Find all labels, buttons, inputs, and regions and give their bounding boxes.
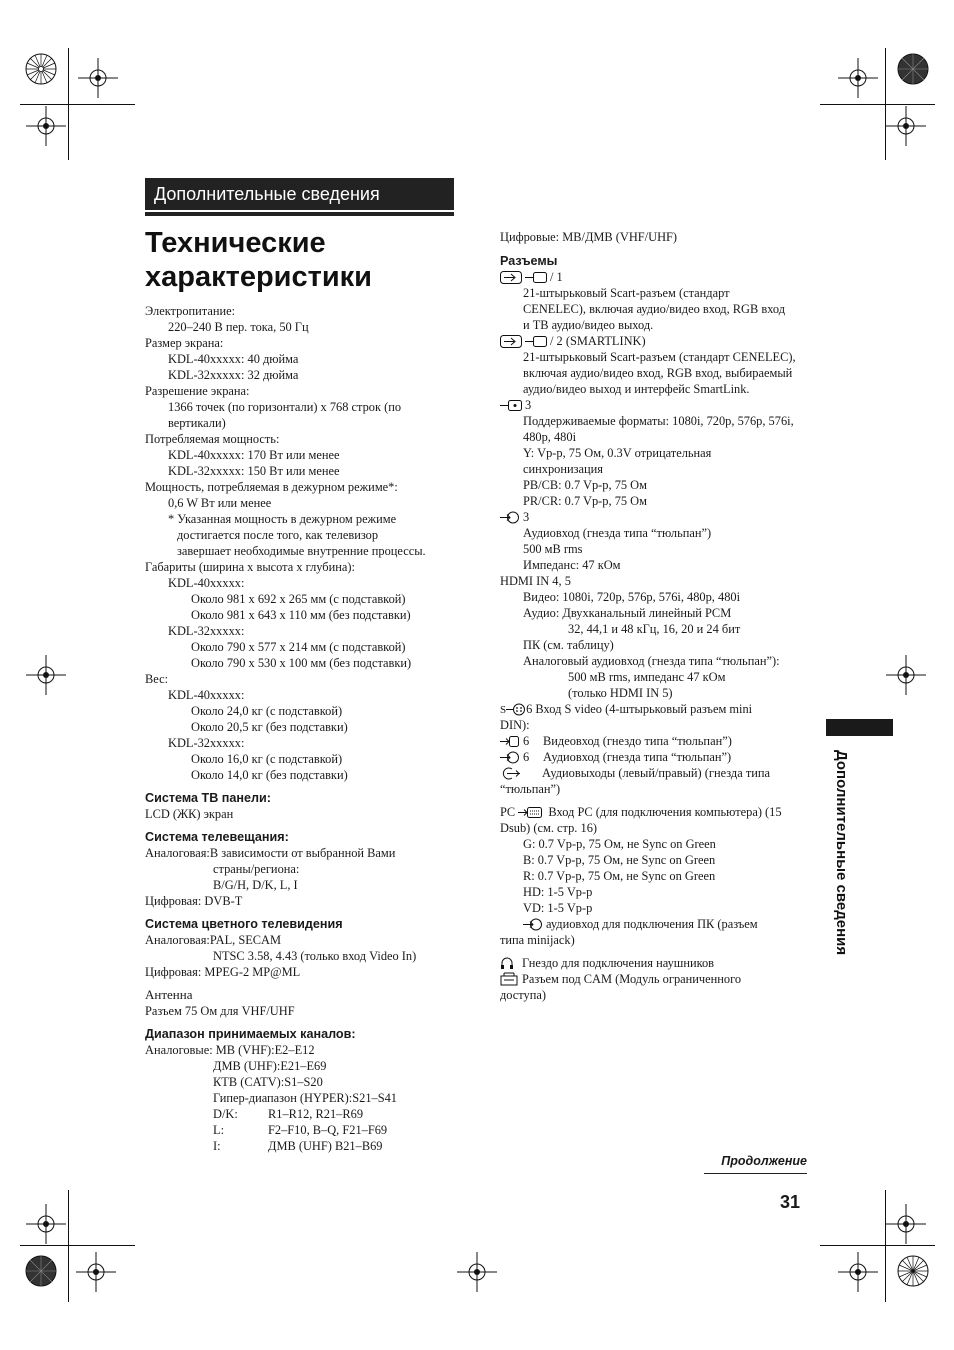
pc-prefix: PC <box>500 805 516 819</box>
connector-description: “тюльпан”) <box>500 782 561 796</box>
spec-value: KDL-40xxxxx: 170 Вт или менее <box>168 448 340 462</box>
band-label: D/K: <box>213 1107 238 1121</box>
connector-description: Разъем под CAM (Модуль ограниченного <box>522 972 742 986</box>
registration-crosshair-icon <box>26 106 66 146</box>
connector-name: HDMI IN 4, 5 <box>500 574 571 588</box>
spec-value: Около 24,0 кг (с подставкой) <box>191 704 343 718</box>
connector-description: Аудиовход (гнезда типа “тюльпан”) <box>543 750 732 764</box>
connector-description: R: 0.7 Vp-p, 75 Ом, не Sync on Green <box>523 869 716 883</box>
spec-value: ДМВ (UHF):E21–E69 <box>213 1059 327 1073</box>
connector-description: Аналоговый аудиовход (гнезда типа “тюльпан”): <box>523 654 780 668</box>
spec-value: 0,6 W Вт или менее <box>168 496 272 510</box>
registration-crosshair-icon <box>26 1204 66 1244</box>
connector-description: 21-штырьковый Scart-разъем (стандарт CENELEC), включая аудио/видео вход, RGB вход, выбираемый аудио/видео выход и интерфейс SmartLink. <box>523 350 796 396</box>
component-in-icon <box>500 399 522 416</box>
spec-value: Цифровые: МВ/ДМВ (VHF/UHF) <box>500 230 678 244</box>
spec-label: Разрешение экрана: <box>145 384 250 398</box>
spec-value: Около 20,5 кг (без подставки) <box>191 720 348 734</box>
connector-description: Аудиовход (гнезда типа “тюльпан”) <box>523 526 712 540</box>
connector-description: Видеовход (гнездо типа “тюльпан”) <box>543 734 732 748</box>
continued-label: Продолжение <box>704 1153 807 1174</box>
connector-description: 6 Вход S video (4-штырьковый разъем mini <box>526 702 753 716</box>
left-column <box>145 303 465 1154</box>
connector-description: ПК (см. таблицу) <box>523 638 614 652</box>
registration-sunburst-icon <box>892 1250 934 1292</box>
spec-value: Цифровая: MPEG-2 MP@ML <box>145 965 301 979</box>
connector-description: Y: Vp-p, 75 Ом, 0.3V отрицательная синхронизация <box>523 446 712 476</box>
scart-in-icon <box>500 271 522 288</box>
registration-crosshair-icon <box>886 106 926 146</box>
connector-description: VD: 1-5 Vp-p <box>523 901 593 915</box>
subsection-heading: Разъемы <box>500 254 558 268</box>
registration-crosshair-icon <box>886 655 926 695</box>
registration-crosshair-icon <box>26 655 66 695</box>
spec-value: Около 981 x 643 x 110 мм (без подставки) <box>191 608 411 622</box>
connector-number: 3 <box>523 510 530 524</box>
spec-value: Аналоговая:PAL, SECAM <box>145 933 282 947</box>
band-label: L: <box>213 1123 225 1137</box>
spec-value: Гипер-диапазон (HYPER):S21–S41 <box>213 1091 397 1105</box>
spec-value: Около 16,0 кг (с подставкой) <box>191 752 343 766</box>
connector-description: Вход PC (для подключения компьютера) (15 <box>548 805 782 819</box>
subsection-heading: Диапазон принимаемых каналов: <box>145 1027 356 1041</box>
spec-value: КТВ (CATV):S1–S20 <box>213 1075 323 1089</box>
spec-value: Около 790 x 530 x 100 мм (без подставки) <box>191 656 412 670</box>
connector-description: Поддерживаемые форматы: 1080i, 720p, 576p, 576i, 480p, 480i <box>523 414 794 444</box>
spec-value: Аналоговые: МВ (VHF):E2–E12 <box>145 1043 315 1057</box>
registration-sunburst-icon <box>20 48 62 90</box>
connector-description: Видео: 1080i, 720p, 576p, 576i, 480p, 480i <box>523 590 741 604</box>
connector-description: доступа) <box>500 988 547 1002</box>
spec-label: Электропитание: <box>145 304 236 318</box>
connector-description: 32, 44,1 и 48 кГц, 16, 20 и 24 бит <box>568 622 741 636</box>
connector-description: PB/CB: 0.7 Vp-p, 75 Ом <box>523 478 647 492</box>
connector-description: 21-штырьковый Scart-разъем (стандарт CENELEC), включая аудио/видео вход, RGB вход и ТВ аудио/видео выход. <box>523 286 786 332</box>
band-value: ДМВ (UHF) B21–B69 <box>268 1139 383 1153</box>
registration-crosshair-icon <box>78 58 118 98</box>
spec-label: Мощность, потребляемая в дежурном режиме*: <box>145 480 398 494</box>
spec-value: Цифровая: DVB-T <box>145 894 243 908</box>
spec-value: KDL-40xxxxx: 40 дюйма <box>168 352 299 366</box>
section-header: Дополнительные сведения <box>145 178 454 210</box>
audio-in-icon <box>500 511 520 528</box>
band-label: I: <box>213 1139 221 1153</box>
spec-value: KDL-32xxxxx: 32 дюйма <box>168 368 299 382</box>
spec-value: NTSC 3.58, 4.43 (только вход Video In) <box>213 949 417 963</box>
connector-description: Аудиовыходы (левый/правый) (гнезда типа <box>542 766 770 780</box>
connector-description: 500 мВ rms <box>523 542 583 556</box>
band-value: F2–F10, B–Q, F21–F69 <box>268 1123 388 1137</box>
spec-value: Около 790 x 577 x 214 мм (с подставкой) <box>191 640 406 654</box>
registration-crosshair-icon <box>76 1252 116 1292</box>
spec-value: 1366 точек (по горизонтали) x 768 строк (по вертикали) <box>168 400 402 430</box>
connector-number: 6 <box>523 734 530 748</box>
registration-dark-disc-icon <box>20 1250 62 1292</box>
spec-value: Разъем 75 Ом для VHF/UHF <box>145 1004 295 1018</box>
subsection-heading: Система телевещания: <box>145 830 289 844</box>
spec-value: KDL-32xxxxx: 150 Вт или менее <box>168 464 340 478</box>
connector-description: Dsub) (см. стр. 16) <box>500 821 598 835</box>
connector-description: DIN): <box>500 718 530 732</box>
spec-value: LCD (ЖК) экран <box>145 807 234 821</box>
scart-in-icon <box>500 335 522 352</box>
connector-description: Импеданс: 47 кОм <box>523 558 621 572</box>
spec-value: Аналоговая:В зависимости от выбранной Вами <box>145 846 396 860</box>
connector-description: B: 0.7 Vp-p, 75 Ом, не Sync on Green <box>523 853 716 867</box>
registration-crosshair-icon <box>838 1252 878 1292</box>
subsection-heading: Система цветного телевидения <box>145 917 343 931</box>
connector-description: Аудио: Двухканальный линейный PCM <box>523 606 732 620</box>
page-title: Технические характеристики <box>145 227 372 293</box>
connector-description: аудиовход для подключения ПК (разъем <box>546 917 758 931</box>
spec-label: Вес: <box>145 672 169 686</box>
connector-description: типа minijack) <box>500 933 575 947</box>
spec-label: Габариты (ширина x высота x глубина): <box>145 560 355 574</box>
connector-number: 6 <box>523 750 530 764</box>
connector-description: Гнездо для подключения наушников <box>522 956 715 970</box>
page-number: 31 <box>779 1192 800 1212</box>
connector-description: PR/CR: 0.7 Vp-p, 75 Ом <box>523 494 647 508</box>
connector-description: (только HDMI IN 5) <box>568 686 673 700</box>
right-column <box>500 229 812 1003</box>
subsection-heading: Система ТВ панели: <box>145 791 271 805</box>
subsection-heading: Антенна <box>145 987 193 1002</box>
spec-value: страны/региона: <box>213 862 300 876</box>
spec-value: KDL-32xxxxx: <box>168 624 245 638</box>
spec-value: Около 14,0 кг (без подставки) <box>191 768 348 782</box>
spec-value: 220–240 В пер. тока, 50 Гц <box>168 320 309 334</box>
registration-crosshair-icon <box>838 58 878 98</box>
connector-description: HD: 1-5 Vp-p <box>523 885 593 899</box>
spec-value: KDL-32xxxxx: <box>168 736 245 750</box>
registration-crosshair-icon <box>457 1252 497 1292</box>
side-tab-marker <box>826 719 893 736</box>
connector-number: / 1 <box>550 270 563 284</box>
footnote: * Указанная мощность в дежурном режиме достигается после того, как телевизор завершает необходимые внутренние процессы. <box>168 512 426 558</box>
spec-value: B/G/H, D/K, L, I <box>213 878 298 892</box>
registration-crosshair-icon <box>886 1204 926 1244</box>
connector-number: 3 <box>525 398 532 412</box>
spec-label: Потребляемая мощность: <box>145 432 280 446</box>
band-value: R1–R12, R21–R69 <box>268 1107 364 1121</box>
svideo-prefix: S <box>500 704 507 716</box>
connector-description: 500 мВ rms, импеданс 47 кОм <box>568 670 726 684</box>
spec-value: KDL-40xxxxx: <box>168 688 245 702</box>
spec-label: Размер экрана: <box>145 336 224 350</box>
spec-value: KDL-40xxxxx: <box>168 576 245 590</box>
connector-description: G: 0.7 Vp-p, 75 Ом, не Sync on Green <box>523 837 716 851</box>
connector-number: / 2 (SMARTLINK) <box>550 334 646 348</box>
registration-dark-disc-icon <box>892 48 934 90</box>
spec-value: Около 981 x 692 x 265 мм (с подставкой) <box>191 592 406 606</box>
section-rule <box>145 212 454 216</box>
side-tab-label: Дополнительные сведения <box>833 750 850 956</box>
